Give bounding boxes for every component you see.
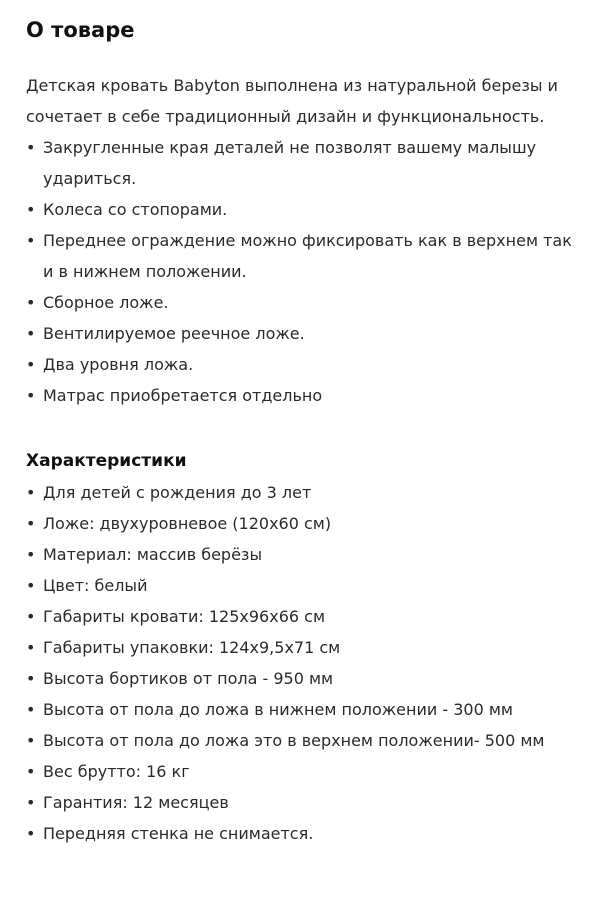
list-item	[26, 632, 574, 663]
list-item-text: Для детей с рождения до 3 лет	[43, 483, 312, 502]
list-item-text: Сборное ложе.	[43, 293, 169, 312]
bullet-icon: •	[26, 576, 36, 595]
bullet-icon: •	[26, 138, 36, 157]
list-item-text: Вентилируемое реечное ложе.	[43, 324, 305, 343]
bullet-icon: •	[26, 293, 36, 312]
list-item-text: Высота бортиков от пола - 950 мм	[43, 669, 334, 688]
bullet-icon: •	[26, 731, 36, 750]
bullet-icon: •	[26, 607, 36, 626]
about-title: О товаре	[26, 18, 135, 42]
list-item-text: Матрас приобретается отдельно	[43, 386, 323, 405]
list-item-text: Закругленные края деталей не позволят вашему малышу удариться.	[43, 138, 537, 188]
list-item-text: Габариты упаковки: 124х9,5х71 см	[43, 638, 341, 657]
bullet-icon: •	[26, 355, 36, 374]
bullet-icon: •	[26, 700, 36, 719]
list-item	[26, 756, 574, 787]
bullet-icon: •	[26, 669, 36, 688]
list-item	[26, 132, 574, 194]
list-item	[26, 663, 574, 694]
bullet-icon: •	[26, 793, 36, 812]
bullet-icon: •	[26, 824, 36, 843]
list-item-text: Гарантия: 12 месяцев	[43, 793, 229, 812]
list-item	[26, 539, 574, 570]
list-item	[26, 818, 574, 849]
bullet-icon: •	[26, 200, 36, 219]
list-item-text: Вес брутто: 16 кг	[43, 762, 190, 781]
list-item	[26, 508, 574, 539]
bullet-icon: •	[26, 514, 36, 533]
list-item-text: Материал: массив берёзы	[43, 545, 263, 564]
list-item	[26, 349, 574, 380]
list-item	[26, 570, 574, 601]
list-item	[26, 287, 574, 318]
bullet-icon: •	[26, 638, 36, 657]
list-item-text: Цвет: белый	[43, 576, 148, 595]
list-item-text: Переднее ограждение можно фиксировать как в верхнем так и в нижнем положении.	[43, 231, 572, 281]
product-description: Детская кровать Babyton выполнена из натуральной березы и сочетает в себе традиционный дизайн и функциональность.	[26, 76, 558, 126]
feature-list	[26, 132, 574, 411]
list-item-text: Высота от пола до ложа это в верхнем положении- 500 мм	[43, 731, 545, 750]
characteristics-list	[26, 477, 574, 849]
list-item	[26, 787, 574, 818]
list-item	[26, 225, 574, 287]
list-item	[26, 194, 574, 225]
list-item	[26, 725, 574, 756]
list-item	[26, 477, 574, 508]
bullet-icon: •	[26, 324, 36, 343]
list-item-text: Габариты кровати: 125х96х66 см	[43, 607, 326, 626]
list-item-text: Два уровня ложа.	[43, 355, 194, 374]
list-item	[26, 318, 574, 349]
list-item	[26, 380, 574, 411]
bullet-icon: •	[26, 762, 36, 781]
list-item-text: Ложе: двухуровневое (120х60 см)	[43, 514, 332, 533]
characteristics-title: Характеристики	[26, 451, 187, 471]
bullet-icon: •	[26, 386, 36, 405]
list-item-text: Высота от пола до ложа в нижнем положении - 300 мм	[43, 700, 513, 719]
bullet-icon: •	[26, 231, 36, 250]
list-item-text: Передняя стенка не снимается.	[43, 824, 314, 843]
bullet-icon: •	[26, 545, 36, 564]
bullet-icon: •	[26, 483, 36, 502]
list-item	[26, 601, 574, 632]
list-item	[26, 694, 574, 725]
list-item-text: Колеса со стопорами.	[43, 200, 228, 219]
